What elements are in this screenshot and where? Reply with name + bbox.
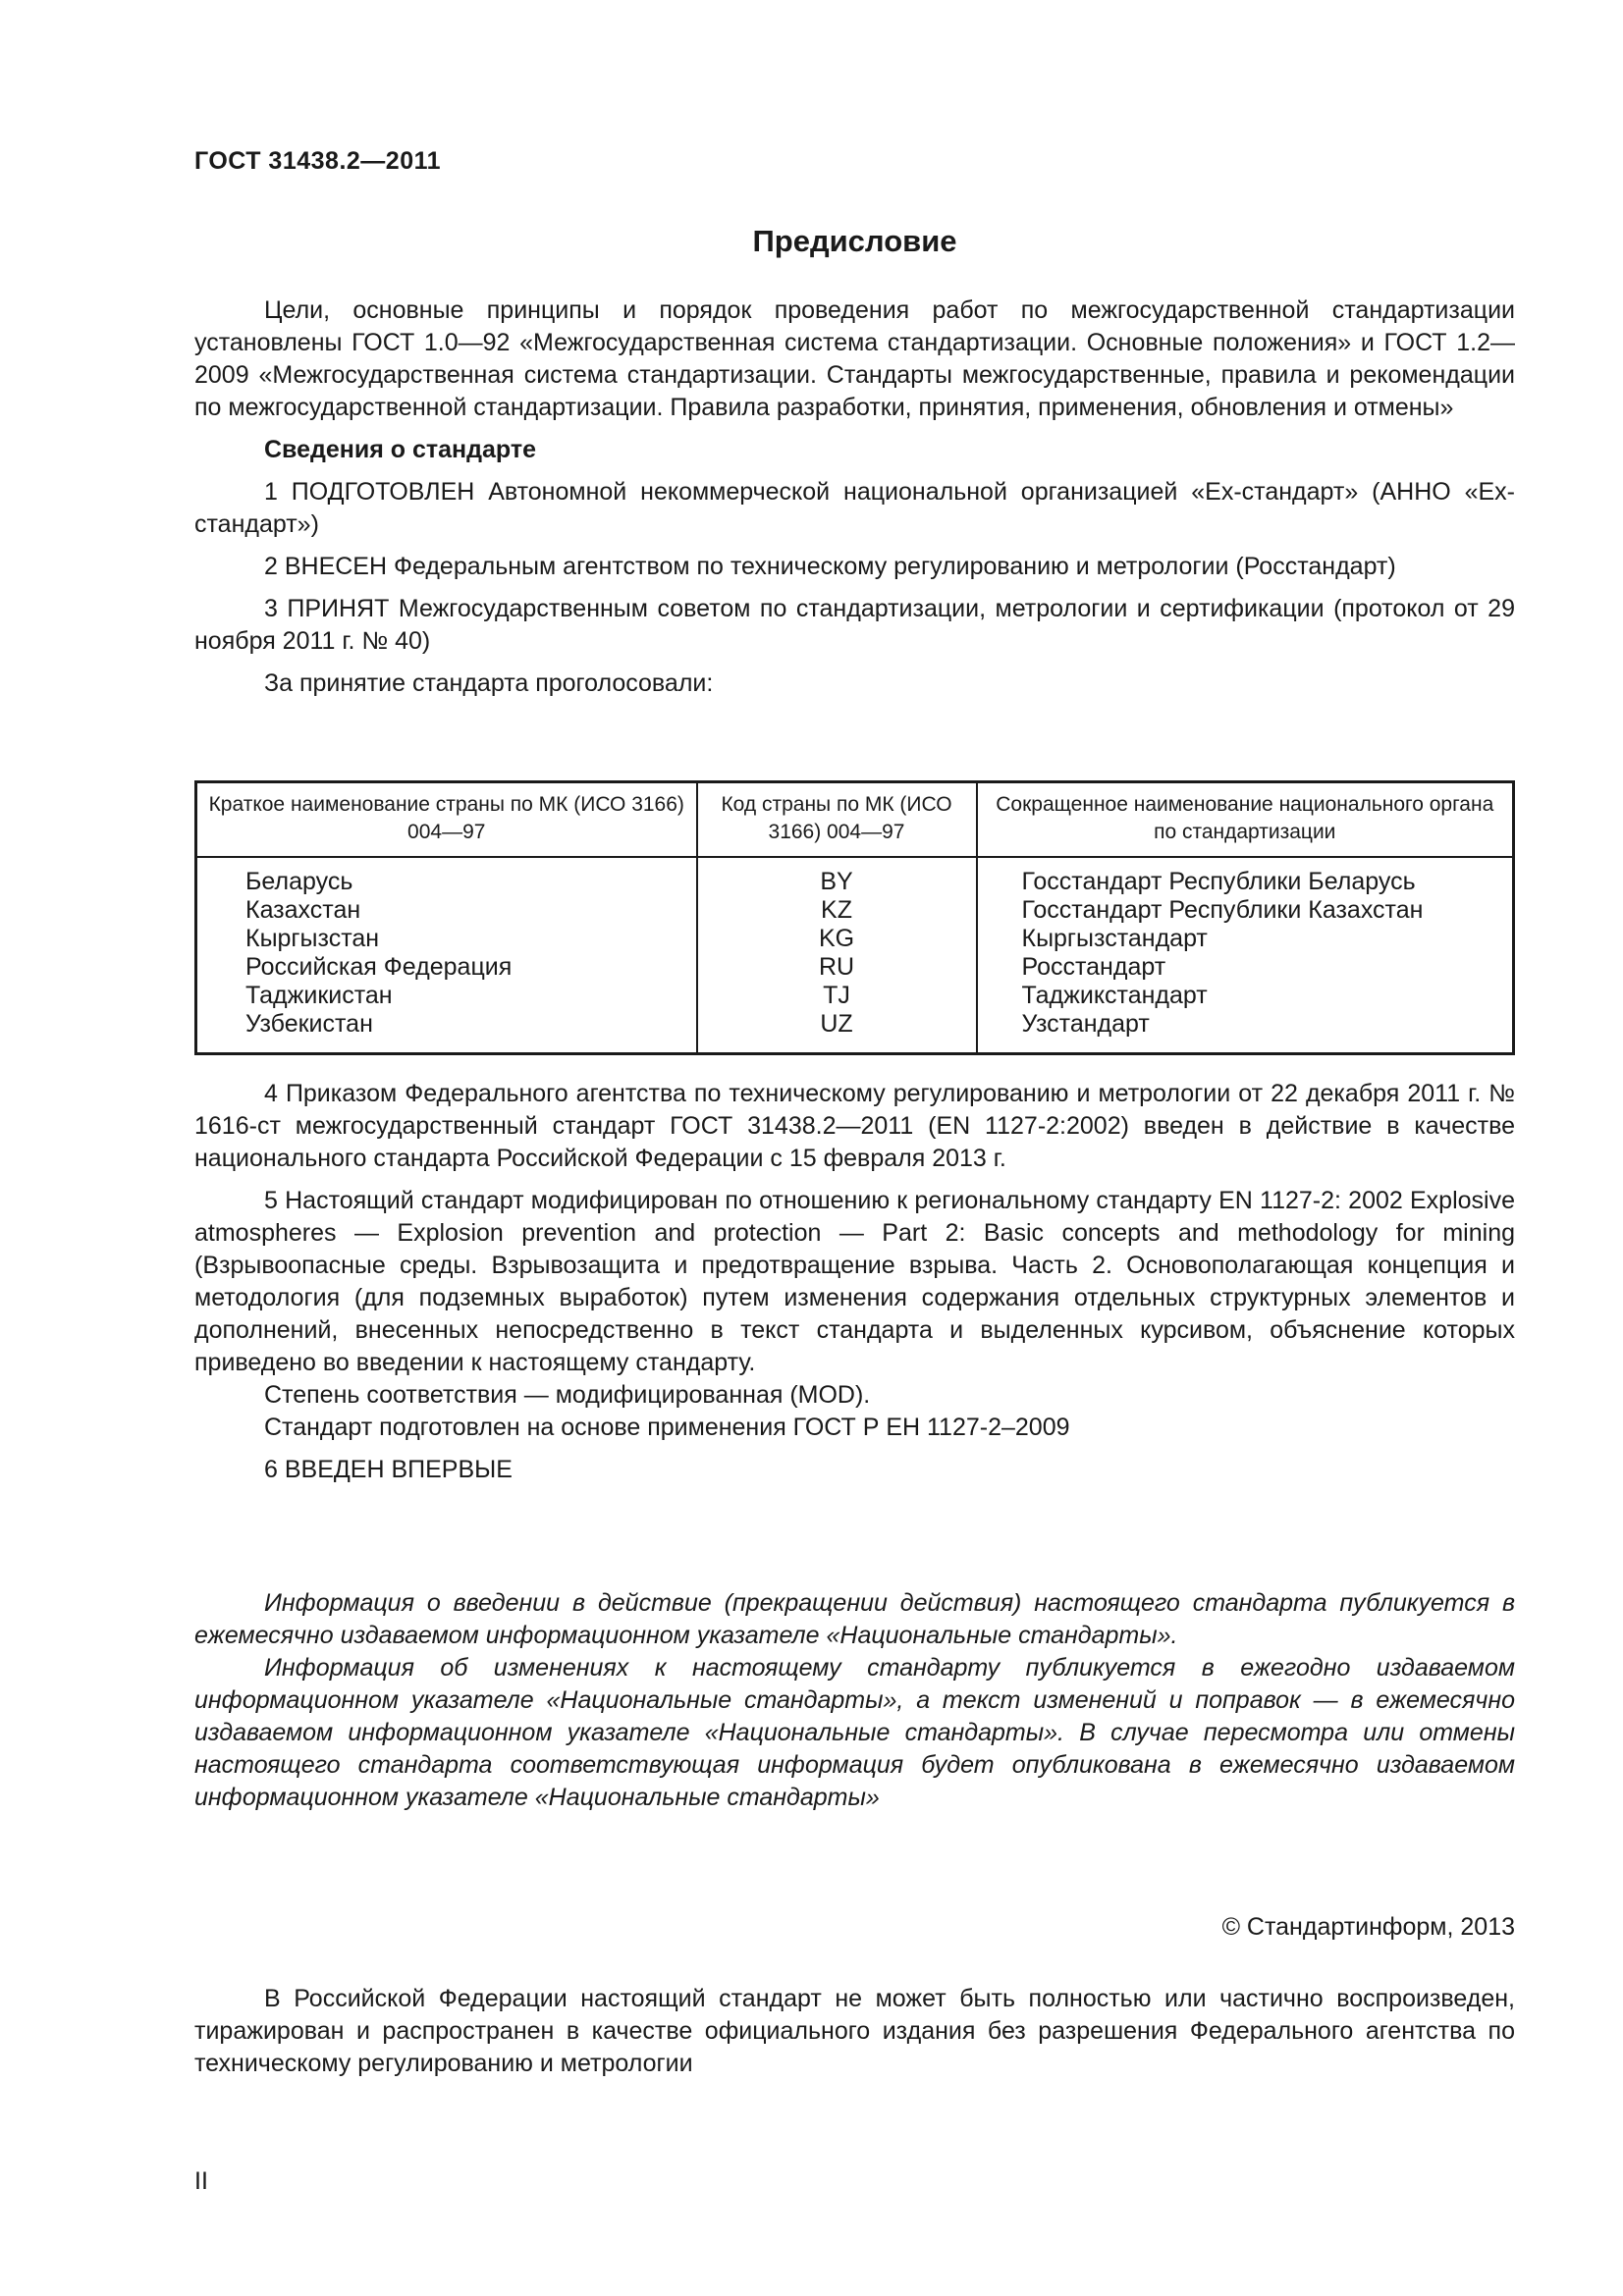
code-cell: TJ <box>823 982 850 1009</box>
header-code: Код страны по МК (ИСО 3166) 004—97 <box>697 782 977 858</box>
intro-paragraph: Цели, основные принципы и порядок проведения работ по межгосударственной стандартизации установлены ГОСТ 1.0—92 «Межгосударственная система стандартизации. Основные положения» и ГОСТ 1.2—2009 «Межгосударственная система стандартизации. Стандарты межгосударственные, правила и рекомендации по межгосударственной стандартизации. Правила разработки, принятия, применения, обновления и отмены» <box>194 296 1515 421</box>
preface-body-continued <box>194 1078 1515 1486</box>
country-cell: Казахстан <box>245 896 361 924</box>
body-cell: Госстандарт Республики Беларусь <box>1021 868 1416 895</box>
country-cell: Беларусь <box>245 868 353 895</box>
code-cell: BY <box>820 868 853 895</box>
item-5: 5 Настоящий стандарт модифицирован по отношению к региональному стандарту EN 1127-2: 2002 Explosive atmospheres — Explosion prevention and protection — Part 2: Basic concepts and methodology for mining (Взрывоопасные среды. Взрывозащита и предотвращение взрыва. Часть 2. Основополагающая концепция и методология (для подземных выработок) путем изменения содержания отдельных структурных элементов и дополнений, внесенных непосредственно в текст стандарта и выделенных курсивом, объяснение которых приведено во введении к настоящему стандарту. <box>194 1187 1515 1376</box>
code-column <box>697 857 977 1054</box>
notice-block <box>194 1587 1515 1814</box>
notice-2: Информация об изменениях к настоящему стандарту публикуется в ежегодно издаваемом информационном указателе «Национальные стандарты», а текст изменений и поправок — в ежемесячно издаваемом информационном указателе «Национальные стандарты». В случае пересмотра или отмены настоящего стандарта соответствующая информация будет опубликована в ежемесячно издаваемом информационном указателе «Национальные стандарты» <box>194 1654 1515 1811</box>
code-cell: UZ <box>820 1010 853 1038</box>
page-number: II <box>194 2167 208 2195</box>
country-cell: Узбекистан <box>245 1010 373 1038</box>
country-cell: Кыргызстан <box>245 925 380 952</box>
code-cell: KZ <box>821 896 852 924</box>
item-4: 4 Приказом Федерального агентства по техническому регулированию и метрологии от 22 декабря 2011 г. № 1616-ст межгосударственный стандарт ГОСТ 31438.2—2011 (EN 1127-2:2002) введен в действие в качестве национального стандарта Российской Федерации с 15 февраля 2013 г. <box>194 1080 1515 1172</box>
item-5-degree: Степень соответствия — модифицированная (MOD). <box>264 1381 871 1409</box>
item-6: 6 ВВЕДЕН ВПЕРВЫЕ <box>264 1456 513 1483</box>
voted-label: За принятие стандарта проголосовали: <box>264 669 714 697</box>
info-heading: Сведения о стандарте <box>264 436 537 463</box>
body-cell: Росстандарт <box>1021 953 1166 981</box>
table-header-row <box>196 782 1514 858</box>
body-cell: Кыргызстандарт <box>1021 925 1208 952</box>
header-body: Сокращенное наименование национального органа по стандартизации <box>977 782 1514 858</box>
voting-table <box>194 780 1515 1055</box>
body-column <box>977 857 1514 1054</box>
body-cell: Узстандарт <box>1021 1010 1150 1038</box>
code-cell: KG <box>818 925 855 952</box>
item-2: 2 ВНЕСЕН Федеральным агентством по техническому регулированию и метрологии (Росстандарт) <box>264 553 1396 580</box>
header-country: Краткое наименование страны по МК (ИСО 3166) 004—97 <box>196 782 697 858</box>
page-title: Предисловие <box>752 224 957 258</box>
notice-1: Информация о введении в действие (прекращении действия) настоящего стандарта публикуется в ежемесячно издаваемом информационном указателе «Национальные стандарты». <box>194 1589 1515 1649</box>
body-cell: Госстандарт Республики Казахстан <box>1021 896 1424 924</box>
item-3: 3 ПРИНЯТ Межгосударственным советом по стандартизации, метрологии и сертификации (протокол от 29 ноября 2011 г. № 40) <box>194 595 1515 655</box>
country-cell: Российская Федерация <box>245 953 513 981</box>
body-cell: Таджикстандарт <box>1021 982 1208 1009</box>
preface-body <box>194 294 1515 700</box>
table-body-row <box>196 857 1514 1054</box>
copyright: © Стандартинформ, 2013 <box>1221 1913 1515 1941</box>
country-column <box>196 857 697 1054</box>
legal-block <box>194 1983 1515 2080</box>
document-page <box>194 0 1515 2296</box>
legal-notice: В Российской Федерации настоящий стандарт не может быть полностью или частично воспроизведен, тиражирован и распространен в качестве официального издания без разрешения Федерального агентства по техническому регулированию и метрологии <box>194 1985 1515 2077</box>
document-code: ГОСТ 31438.2—2011 <box>194 147 442 175</box>
item-1: 1 ПОДГОТОВЛЕН Автономной некоммерческой национальной организацией «Ех-стандарт» (АННО «Ех-стандарт») <box>194 478 1515 538</box>
code-cell: RU <box>818 953 855 981</box>
item-5-basis: Стандарт подготовлен на основе применения ГОСТ Р ЕН 1127-2–2009 <box>264 1414 1070 1441</box>
country-cell: Таджикистан <box>245 982 393 1009</box>
